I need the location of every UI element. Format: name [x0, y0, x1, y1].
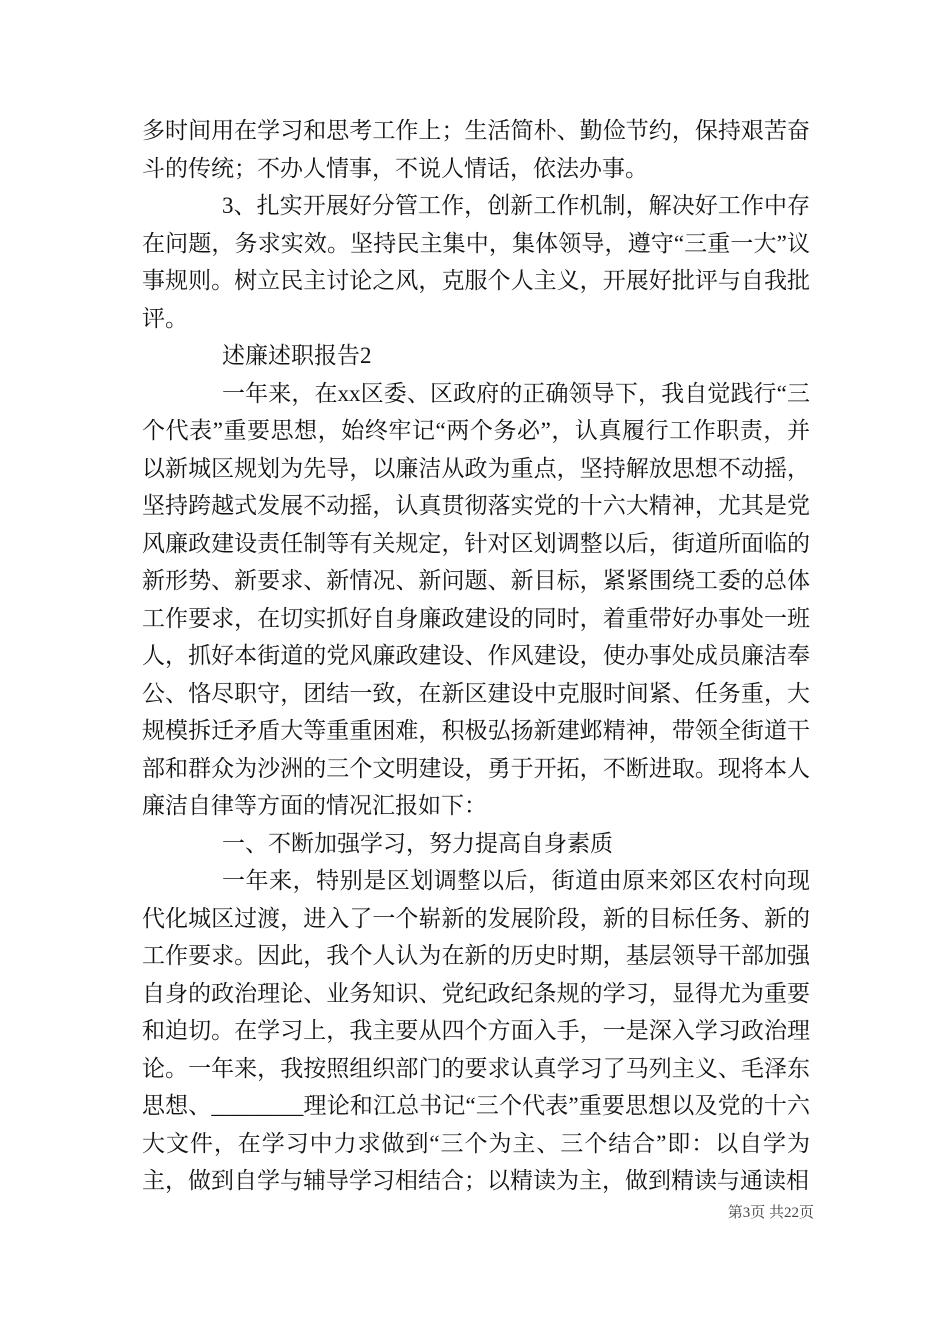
page-footer — [728, 1203, 814, 1223]
paragraph-intro: 一年来，在xx区委、区政府的正确领导下，我自觉践行“三个代表”重要思想，始终牢记“两个务必”，认真履行工作职责，并以新城区规划为先导，以廉洁从政为重点，坚持解放思想不动摇，坚持跨越式发展不动摇，认真贯彻落实党的十六大精神，尤其是党风廉政建设责任制等有关规定，针对区划调整以后，街道所面临的新形势、新要求、新情况、新问题、新目标，紧紧围绕工委的总体工作要求，在切实抓好自身廉政建设的同时，着重带好办事处一班人，抓好本街道的党风廉政建设、作风建设，使办事处成员廉洁奉公、恪尽职守，团结一致，在新区建设中克服时间紧、任务重，大规模拆迁矛盾大等重重困难，积极弘扬新建邺精神，带领全街道干部和群众为沙洲的三个文明建设，勇于开拓，不断进取。现将本人廉洁自律等方面的情况汇报如下： — [142, 380, 810, 818]
paragraph-section-body: 一年来，特别是区划调整以后，街道由原来郊区农村向现代化城区过渡，进入了一个崭新的发展阶段，新的目标任务、新的工作要求。因此，我个人认为在新的历史时期，基层领导干部加强自身的政治理论、业务知识、党纪政纪条规的学习，显得尤为重要和迫切。在学习上，我主要从四个方面入手，一是深入学习政治理论。一年来，我按照组织部门的要求认真学习了马列主义、毛泽东思想、________理论和江总书记“三个代表”重要思想以及党的十六大文件，在学习中力求做到“三个为主、三个结合”即：以自学为主，做到自学与辅导学习相结合；以精读为主，做到精读与通读相 — [142, 868, 810, 1193]
paragraph-item-3: 3、扎实开展好分管工作，创新工作机制，解决好工作中存在问题，务求实效。坚持民主集中，集体领导，遵守“三重一大”议事规则。树立民主讨论之风，克服个人主义，开展好批评与自我批评。 — [142, 193, 810, 331]
section-heading: 一、不断加强学习，努力提高自身素质 — [222, 830, 613, 856]
paragraph-continuation: 多时间用在学习和思考工作上；生活简朴、勤俭节约，保持艰苦奋斗的传统；不办人情事，不说人情话，依法办事。 — [142, 118, 810, 181]
page-number-indicator: 第3页 共22页 — [727, 1205, 814, 1221]
report-subtitle: 述廉述职报告2 — [222, 343, 372, 368]
document-body — [142, 112, 810, 1200]
